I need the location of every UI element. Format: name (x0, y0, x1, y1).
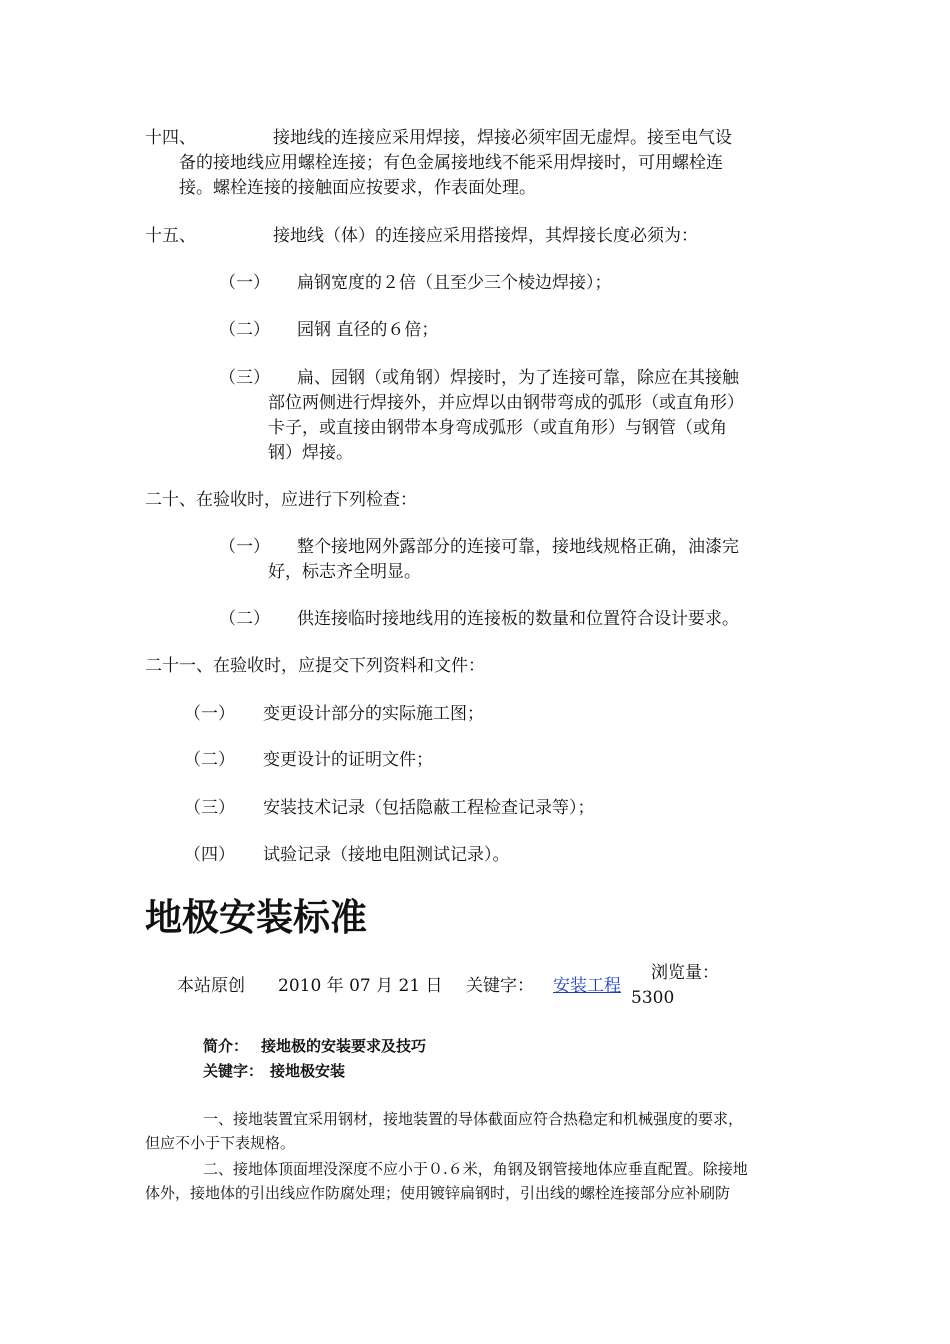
section-15-item-3-line-4: 钢）焊接。 (268, 443, 353, 463)
intro-text: 接地极的安装要求及技巧 (261, 1037, 427, 1055)
section-14-line-3: 接。螺栓连接的接触面应按要求，作表面处理。 (179, 178, 536, 198)
section-14-line-1: 接地线的连接应采用焊接，焊接必须牢固无虚焊。接至电气设 (273, 128, 732, 148)
section-21-item-1-text: 变更设计部分的实际施工图； (263, 704, 484, 724)
intro-label: 简介： (203, 1037, 249, 1055)
section-15-item-3-number: （三） (219, 368, 270, 388)
section-20-title: 二十、在验收时，应进行下列检查： (145, 490, 417, 510)
article-source: 本站原创 (177, 976, 245, 996)
section-21-item-4-text: 试验记录（接地电阻测试记录）。 (263, 845, 510, 865)
section-20-item-2-text: 供连接临时接地线用的连接板的数量和位置符合设计要求。 (297, 609, 739, 629)
section-15-item-1-text: 扁钢宽度的２倍（且至少三个棱边焊接）； (297, 273, 612, 293)
section-15-item-3-line-3: 卡子，或直接由钢带本身弯成弧形（或直角形）与钢管（或角 (268, 418, 727, 438)
keyword-link[interactable]: 安装工程 (553, 976, 621, 996)
article-keyword-label: 关键字： (466, 976, 534, 996)
section-21-item-2-text: 变更设计的证明文件； (263, 750, 433, 770)
paragraph-1-line-1: 一、接地装置宜采用钢材，接地装置的导体截面应符合热稳定和机械强度的要求， (203, 1110, 744, 1128)
section-15-item-3-line-2: 部位两侧进行焊接外，并应焊以由钢带弯成的弧形（或直角形） (268, 393, 744, 413)
section-21-item-4-number: （四） (184, 845, 235, 865)
paragraph-2-line-1: 二、接地体顶面埋没深度不应小于０.６米，角钢及钢管接地体应垂直配置。除接地 (203, 1160, 748, 1178)
section-21-item-3-text: 安装技术记录（包括隐蔽工程检查记录等）； (263, 798, 595, 818)
section-20-item-1-line-2: 好，标志齐全明显。 (268, 562, 421, 582)
section-15-item-2-number: （二） (219, 320, 270, 340)
section-14-number: 十四、 (145, 128, 196, 148)
section-21-title: 二十一、在验收时，应提交下列资料和文件： (145, 656, 485, 676)
section-21-item-1-number: （一） (184, 704, 235, 724)
section-21-item-2-number: （二） (184, 750, 235, 770)
article-title: 地极安装标准 (145, 895, 367, 939)
intro-keyword-text: 接地极安装 (270, 1062, 346, 1080)
section-14-line-2: 备的接地线应用螺栓连接；有色金属接地线不能采用焊接时，可用螺栓连 (179, 153, 723, 173)
section-15-item-1-number: （一） (219, 273, 270, 293)
section-15-item-3-line-1: 扁、园钢（或角钢）焊接时，为了连接可靠，除应在其接触 (297, 368, 739, 388)
paragraph-2-line-2: 体外，接地体的引出线应作防腐处理；使用镀锌扁钢时，引出线的螺栓连接部分应补刷防 (145, 1184, 731, 1202)
section-21-item-3-number: （三） (184, 798, 235, 818)
intro-keyword-label: 关键字： (203, 1062, 264, 1080)
section-15-item-2-text: 园钢 直径的６倍； (297, 320, 439, 340)
section-20-item-1-line-1: 整个接地网外露部分的连接可靠，接地线规格正确，油漆完 (297, 537, 739, 557)
views-count: 5300 (631, 988, 675, 1008)
section-20-item-2-number: （二） (219, 609, 270, 629)
article-date: 2010 年 07 月 21 日 (278, 976, 443, 996)
section-15-number: 十五、 (145, 226, 196, 246)
paragraph-1-line-2: 但应不小于下表规格。 (145, 1134, 296, 1152)
views-label: 浏览量： (651, 963, 719, 983)
section-20-item-1-number: （一） (219, 537, 270, 557)
section-15-text: 接地线（体）的连接应采用搭接焊，其焊接长度必须为： (273, 226, 698, 246)
